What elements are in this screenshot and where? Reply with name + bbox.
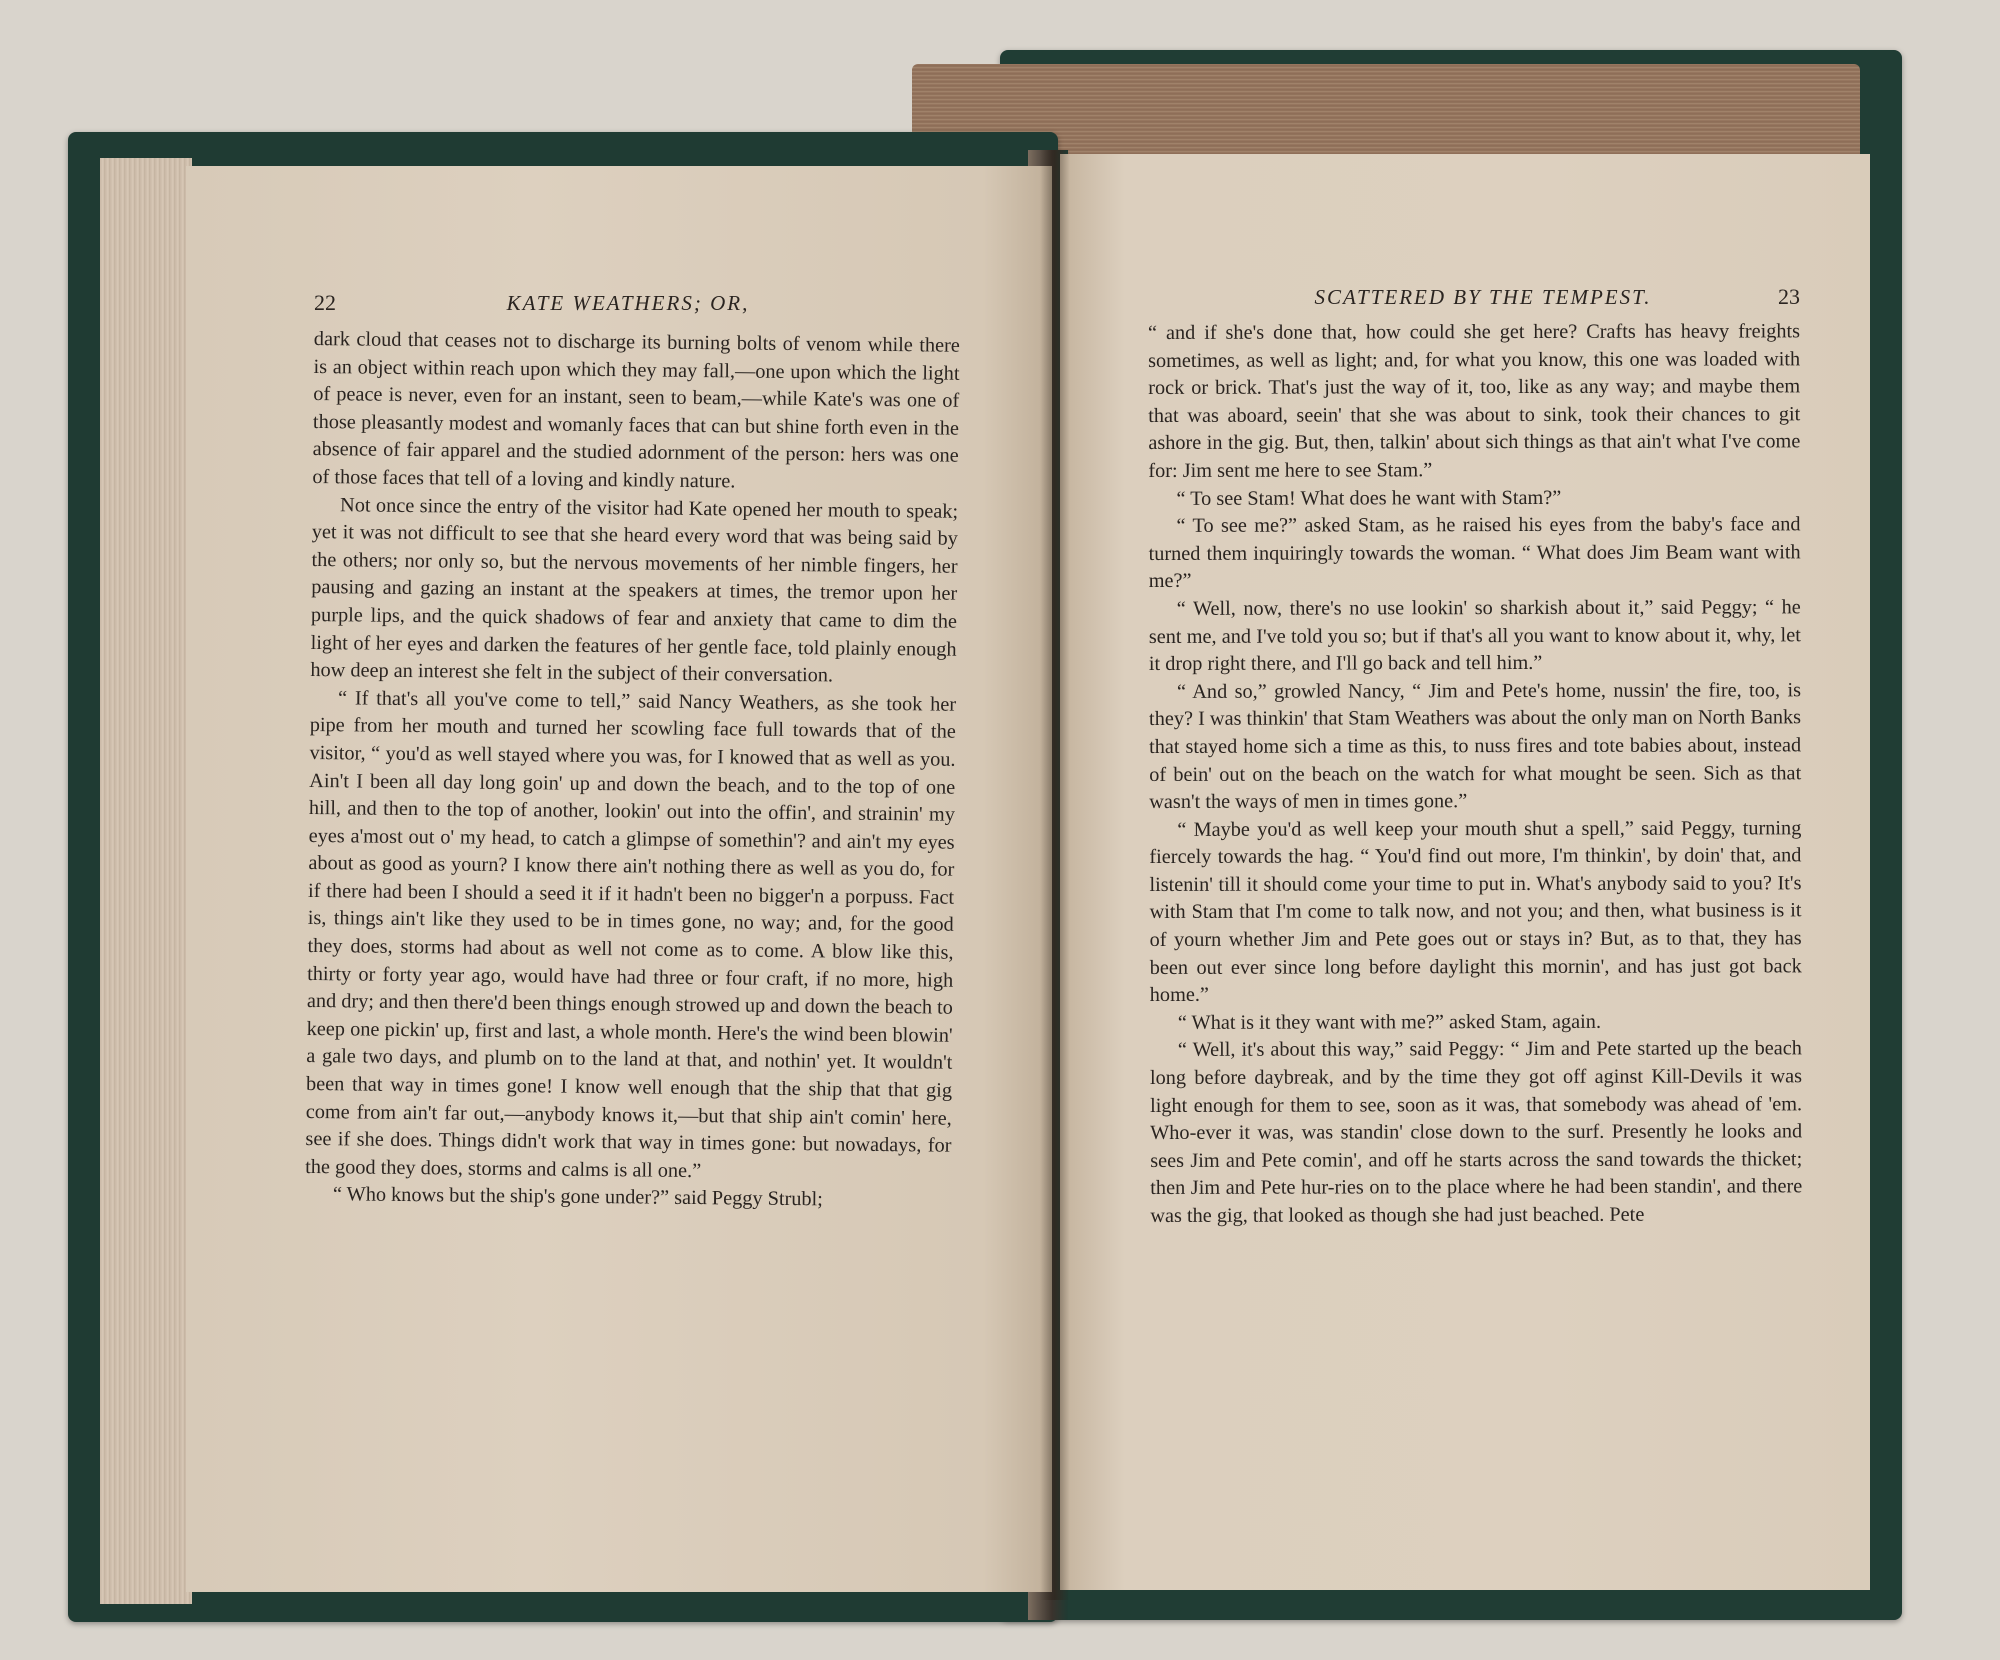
left-body-text	[305, 326, 960, 1216]
page-stack-edge	[100, 158, 192, 1604]
running-title: KATE WEATHERS; OR,	[506, 291, 750, 315]
page-number: 22	[314, 290, 336, 315]
paragraph: Not once since the entry of the visitor had Kate opened her mouth to speak; yet it was not difficult to see that she heard every word that was being said by the others; nor only so, but the nervous movements of her nimble fingers, her pausing and gazing an instant at the speakers at times, the tremor upon her purple lips, and the quick shadows of fear and anxiety that came to dim the light of her eyes and darken the features of her gentle face, told plainly enough how deep an interest she felt in the subject of their conversation.	[310, 493, 959, 687]
paragraph: “ Maybe you'd as well keep your mouth shut a spell,” said Peggy, turning fiercely towards the hag. “ You'd find out more, I'm thinkin', by doin' that, and listenin' till it should come your time to put in. What's anybody said to you? It's with Stam that I'm come to talk now, and not you; and then, what business is it of yourn whether Jim and Pete goes out or stays in? But, as to that, they has been out ever since long before daylight this mornin', and has just got back home.”	[1149, 816, 1802, 1007]
gutter-shadow	[1040, 150, 1070, 1600]
right-running-head	[1148, 284, 1800, 310]
running-title: SCATTERED BY THE TEMPEST.	[1314, 285, 1652, 309]
left-page	[186, 166, 1052, 1592]
page-number: 23	[1778, 284, 1800, 309]
paragraph: “ To see Stam! What does he want with Stam?”	[1176, 486, 1562, 510]
right-page	[1060, 154, 1870, 1590]
paragraph: “ And so,” growled Nancy, “ Jim and Pete's home, nussin' the fire, too, is they? I was thinkin' that Stam Weathers was about the only man on North Banks that stayed home sich a time as this, to nuss fires and tote babies about, instead of bein' out on the beach on the watch for what mought be seen. Sich as that wasn't the ways of men in times gone.”	[1149, 679, 1802, 814]
left-running-head	[314, 290, 960, 316]
paragraph: “ Who knows but the ship's gone under?” said Peggy Strubl;	[332, 1183, 823, 1211]
paragraph: “ If that's all you've come to tell,” said Nancy Weathers, as she took her pipe from her mouth and turned her scowling face full towards that of the visitor, “ you'd as well stayed where you was, for I knowed that as well as you. Ain't I been all day long goin' up and down the beach, and to the top of one hill, and then to the top of another, lookin' out into the offin', and strainin' my eyes a'most out o' my head, to catch a glimpse of somethin'? and ain't my eyes about as good as yourn? I know there ain't nothing there as well as you do, for if there had been I should a seed it if it hadn't been no bigger'n a porpuss. Fact is, things ain't like they used to be in times gone, no way; and, for the good they does, storms had about as well not come as to come. A blow like this, thirty or forty year ago, would have had three or four craft, if no more, high and dry; and then there'd been things enough strowed up and down the beach to keep one pickin' up, first and last, a whole month. Here's the wind been blowin' a gale two days, and plumb on to the land at that, and nothin' yet. It wouldn't been that way in times gone! I know well enough that the ship that that gig come from ain't far out,—anybody knows it,—but that ship ain't comin' here, see if she does. Things didn't work that way in times gone: but nowadays, for the good they does, storms and calms is all one.”	[305, 686, 957, 1182]
paragraph: “ To see me?” asked Stam, as he raised his eyes from the baby's face and turned them inquiringly towards the woman. “ What does Jim Beam want with me?”	[1148, 513, 1801, 593]
right-body-text	[1148, 318, 1802, 1230]
paragraph: “ Well, now, there's no use lookin' so sharkish about it,” said Peggy; “ he sent me, and I've told you so; but if that's all you want to know about it, why, let it drop right there, and I'll go back and tell him.”	[1148, 596, 1801, 676]
paragraph: “ What is it they want with me?” asked Stam, again.	[1177, 1010, 1602, 1034]
paragraph: “ Well, it's about this way,” said Peggy: “ Jim and Pete started up the beach long before daybreak, and by the time they got off aginst Kill-Devils it was light enough for them to see, soon as it was, that somebody was ahead of 'em. Who-ever it was, was standin' close down to the surf. Presently he looks and sees Jim and Pete comin', and off he starts across the sand towards the thicket; then Jim and Pete hur-ries on to the place where he had been standin', and there was the gig, that looked as though she had just beached. Pete	[1149, 1037, 1803, 1227]
paragraph: dark cloud that ceases not to discharge its burning bolts of venom while there is an object within reach upon which they may fall,—one upon which the light of peace is never, even for an instant, seen to beam,—while Kate's was one of those pleasantly modest and womanly faces that can but shine forth even in the absence of fair apparel and the studied adornment of the person: hers was one of those faces that tell of a loving and kindly nature.	[312, 327, 960, 493]
paragraph: “ and if she's done that, how could she get here? Crafts has heavy freights sometimes, as well as light; and, for what you know, this one was loaded with rock or brick. That's just the way of it, too, like as any way; and maybe them that was aboard, seein' that she was about to sink, took their chances to git ashore in the gig. But, then, talkin' about sich things as that ain't what I've come for: Jim sent me here to see Stam.”	[1148, 320, 1801, 482]
